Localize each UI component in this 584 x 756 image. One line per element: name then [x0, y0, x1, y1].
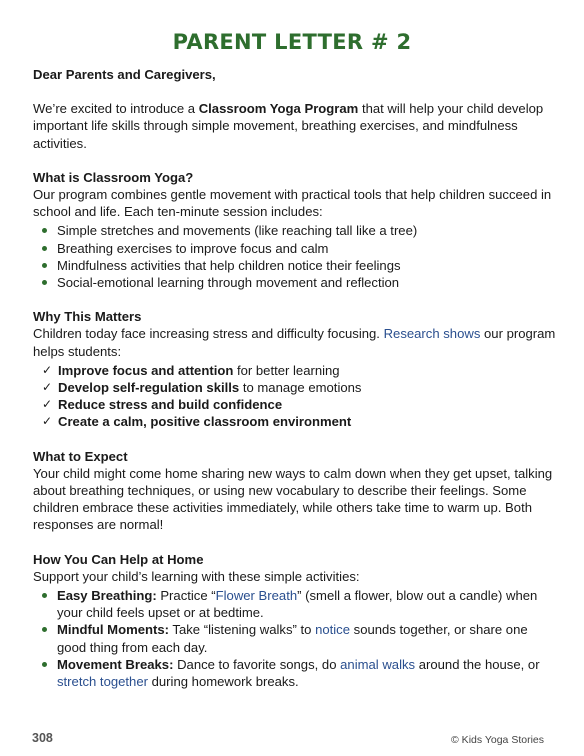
list-item [33, 621, 558, 655]
benefit-bold: Create a calm, positive classroom environment [58, 414, 352, 430]
benefit-bold: Improve focus and attention [58, 362, 234, 378]
section-heading-expect: What to Expect [33, 448, 128, 464]
section-text-what-is: Our program combines gentle movement with practical tools that help children succeed in school and life. Each ten-minute session includes: [33, 187, 552, 220]
check-icon: ✓ [42, 397, 53, 412]
list-item [33, 413, 558, 430]
page-title: PARENT LETTER # 2 [172, 30, 412, 54]
program-name: Classroom Yoga Program [198, 101, 359, 117]
list-item: Mindfulness activities that help children notice their feelings [33, 257, 558, 274]
check-icon: ✓ [42, 380, 53, 395]
research-link[interactable]: Research shows [383, 326, 481, 342]
intro-text-end: that will help your child develop important life skills through simple movement, breathing exercises, and mindfulness activities. [33, 101, 544, 151]
benefit-text: for better learning [233, 362, 340, 378]
benefit-bold: Reduce stress and build confidence [58, 397, 283, 413]
home-activities-list [33, 587, 558, 690]
activity-title: Mindful Moments: [57, 622, 170, 638]
benefits-list [33, 362, 558, 431]
copyright: © Kids Yoga Stories [451, 734, 544, 746]
list-item [33, 362, 558, 379]
list-item: Social-emotional learning through movement and reflection [33, 274, 558, 291]
list-item: Simple stretches and movements (like reaching tall like a tree) [33, 222, 558, 239]
animal-walks-link[interactable]: animal walks [340, 656, 416, 672]
activity-text: around the house, or [415, 656, 540, 672]
activity-text: Practice “ [156, 588, 216, 604]
notice-link[interactable]: notice [315, 622, 351, 638]
section-text-help: Support your child’s learning with these simple activities: [33, 568, 360, 584]
section-text-expect: Your child might come home sharing new ways to calm down when they get upset, talking about breathing techniques, or using new vocabulary to describe their feelings. Some children embrace these activities immediately, while others take time to warm up. Both responses are normal! [33, 465, 553, 533]
section-text-why [33, 325, 558, 359]
activity-text: Dance to favorite songs, do [173, 656, 341, 672]
activity-title: Easy Breathing: [57, 588, 157, 604]
stretch-together-link[interactable]: stretch together [57, 674, 148, 690]
check-icon: ✓ [42, 362, 53, 377]
section-heading-what-is: What is Classroom Yoga? [33, 169, 194, 185]
activity-title: Movement Breaks: [57, 656, 174, 672]
flower-breath-link[interactable]: Flower Breath [215, 588, 298, 604]
intro-paragraph [33, 100, 558, 152]
section-heading-why: Why This Matters [33, 309, 142, 325]
list-item: Breathing exercises to improve focus and calm [33, 240, 558, 257]
session-list [33, 222, 558, 291]
letter-body [33, 66, 558, 690]
activity-text: sounds together, or share one good thing from each day. [57, 622, 528, 655]
section-heading-help: How You Can Help at Home [33, 551, 204, 567]
intro-text-start: We’re excited to introduce a [33, 101, 199, 117]
list-item [33, 656, 558, 690]
benefit-text: to manage emotions [239, 380, 362, 396]
list-item [33, 396, 558, 413]
why-text-end: our program helps students: [33, 326, 556, 359]
activity-text: ” (smell a flower, blow out a candle) when your child feels upset or at bedtime. [57, 588, 538, 621]
page-number: 308 [32, 731, 53, 745]
why-text-start: Children today face increasing stress and difficulty focusing. [33, 326, 384, 342]
activity-text: during homework breaks. [147, 674, 299, 690]
activity-text: Take “listening walks” to [169, 622, 316, 638]
salutation: Dear Parents and Caregivers, [33, 67, 216, 82]
check-icon: ✓ [42, 414, 53, 429]
benefit-bold: Develop self-regulation skills [58, 380, 240, 396]
list-item [33, 587, 558, 621]
list-item [33, 379, 558, 396]
